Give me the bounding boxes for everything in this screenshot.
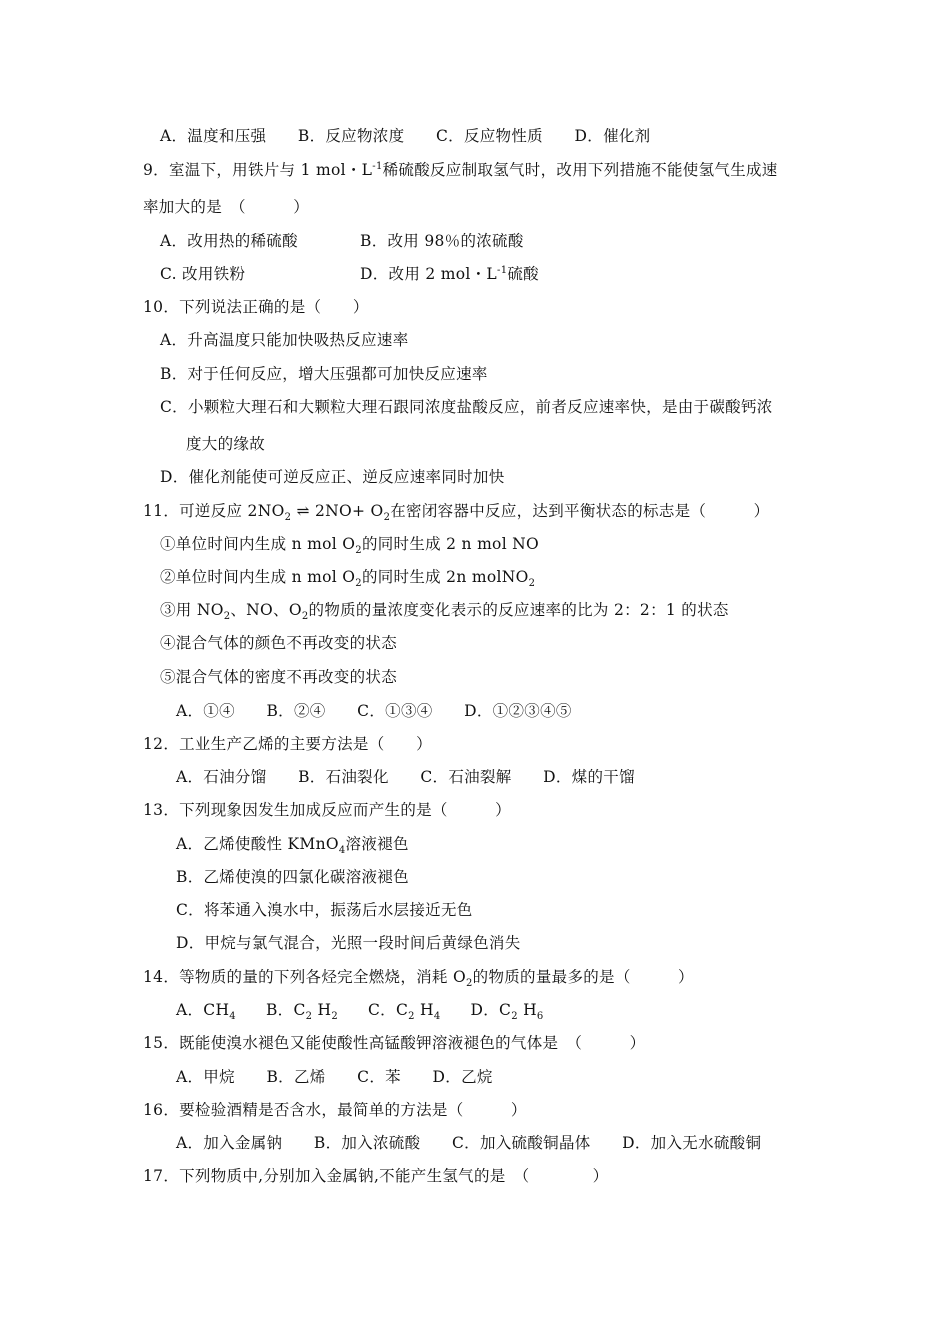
q10-option-c-cont: 度大的缘故 [186, 435, 266, 453]
q14-option-b: B．$C_2$ $H_2$ [265, 1001, 338, 1023]
q13-option-d: D．甲烷与氯气混合，光照一段时间后黄绿色消失 [176, 934, 521, 952]
q11-item-1 [160, 534, 540, 557]
q9-option-d [360, 264, 539, 284]
q17-stem: 17．下列物质中,分别加入金属钠,不能产生氢气的是 （ ） [143, 1167, 609, 1185]
q11-item-3-sub1: 2 [223, 611, 231, 623]
q14-option-a: A．$CH_4$ [176, 1001, 236, 1023]
q11-stem [143, 501, 770, 524]
q14-options [176, 1000, 544, 1023]
q11-item-2 [160, 567, 536, 590]
q10-option-c: C．小颗粒大理石和大颗粒大理石跟同浓度盐酸反应，前者反应速率快，是由于碳酸钙浓 [160, 398, 773, 416]
q9-option-b: B．改用 98％的浓硫酸 [360, 232, 524, 250]
q9-option-d-b: 硫酸 [507, 265, 539, 283]
q11-item-2-a: ②单位时间内生成 n mol O [160, 568, 356, 586]
q14-option-c: C．$C_2$ $H_4$ [368, 1001, 441, 1023]
q11-stem-b: ⇌ 2NO+ O [291, 502, 384, 520]
q13-option-c: C．将苯通入溴水中，振荡后水层接近无色 [176, 901, 473, 919]
q9-stem-line2: 率加大的是 （ ） [143, 198, 310, 216]
q9-option-c: C. 改用铁粉 [160, 265, 246, 283]
q11-sub2: 2 [383, 512, 391, 524]
q11-item-2-sub: 2 [355, 578, 362, 590]
q16-options: A．加入金属钠 B．加入浓硫酸 C．加入硫酸铜晶体 D．加入无水硫酸铜 [176, 1134, 762, 1152]
q11-item-2-b: 的同时生成 2n molNO [361, 568, 529, 586]
q11-stem-a: 11．可逆反应 2NO [143, 502, 285, 520]
q14-stem-sub: 2 [465, 978, 473, 990]
q11-item-3 [160, 600, 729, 623]
q11-item-3-sub2: 2 [301, 611, 309, 623]
q13-option-a-b: 溶液褪色 [345, 835, 409, 853]
q10-option-a: A．升高温度只能加快吸热反应速率 [160, 331, 409, 349]
q11-item-1-sub: 2 [355, 545, 362, 557]
q14-option-d: D．$C_2$ $H_6$ [470, 1001, 544, 1023]
q13-option-a-a: A．乙烯使酸性 KMnO [176, 835, 339, 853]
q15-stem: 15．既能使溴水褪色又能使酸性高锰酸钾溶液褪色的气体是 （ ） [143, 1034, 646, 1052]
q9-option-a: A．改用热的稀硫酸 [160, 232, 298, 250]
q13-stem: 13．下列现象因发生加成反应而产生的是（ ） [143, 801, 511, 819]
q11-options: A．①④ B．②④ C．①③④ D．①②③④⑤ [176, 702, 572, 720]
q10-option-b: B．对于任何反应，增大压强都可加快反应速率 [160, 365, 488, 383]
q14-stem-a: 14．等物质的量的下列各烃完全燃烧，消耗 O [143, 968, 466, 986]
q11-item-4: ④混合气体的颜色不再改变的状态 [160, 634, 398, 652]
q9-sup: -1 [372, 160, 383, 172]
q11-item-3-c: 的物质的量浓度变化表示的反应速率的比为 2：2：1 的状态 [308, 601, 729, 619]
q11-item-3-b: 、NO、O [230, 601, 302, 619]
q13-option-a [176, 834, 409, 857]
q14-stem [143, 967, 694, 990]
q11-item-5: ⑤混合气体的密度不再改变的状态 [160, 668, 398, 686]
q9-stem-a: 9．室温下，用铁片与 1 mol・L [143, 161, 373, 179]
q12-options: A．石油分馏 B．石油裂化 C．石油裂解 D．煤的干馏 [176, 768, 635, 786]
q10-option-d: D．催化剂能使可逆反应正、逆反应速率同时加快 [160, 468, 505, 486]
q9-stem-b: 稀硫酸反应制取氢气时，改用下列措施不能使氢气生成速 [382, 161, 778, 179]
q16-stem: 16．要检验酒精是否含水，最简单的方法是（ ） [143, 1101, 527, 1119]
q14-stem-b: 的物质的量最多的是（ ） [472, 968, 694, 986]
q15-options: A．甲烷 B．乙烯 C．苯 D．乙烷 [176, 1068, 493, 1086]
q9-option-d-sup: -1 [497, 264, 508, 276]
q12-stem: 12．工业生产乙烯的主要方法是（ ） [143, 735, 432, 753]
q8-options: A．温度和压强 B．反应物浓度 C．反应物性质 D．催化剂 [160, 127, 651, 145]
q11-item-1-b: 的同时生成 2 n mol NO [361, 535, 540, 553]
q9-option-d-a: D．改用 2 mol・L [360, 265, 498, 283]
q13-option-a-sub: 4 [338, 845, 346, 857]
q13-option-b: B．乙烯使溴的四氯化碳溶液褪色 [176, 868, 409, 886]
q11-item-3-a: ③用 NO [160, 601, 224, 619]
q10-stem: 10．下列说法正确的是（ ） [143, 298, 369, 316]
q11-sub1: 2 [284, 512, 292, 524]
q9-stem [143, 160, 778, 180]
q11-item-1-a: ①单位时间内生成 n mol O [160, 535, 356, 553]
q11-stem-c: 在密闭容器中反应，达到平衡状态的标志是（ ） [390, 502, 770, 520]
q11-item-2-sub2: 2 [528, 578, 536, 590]
